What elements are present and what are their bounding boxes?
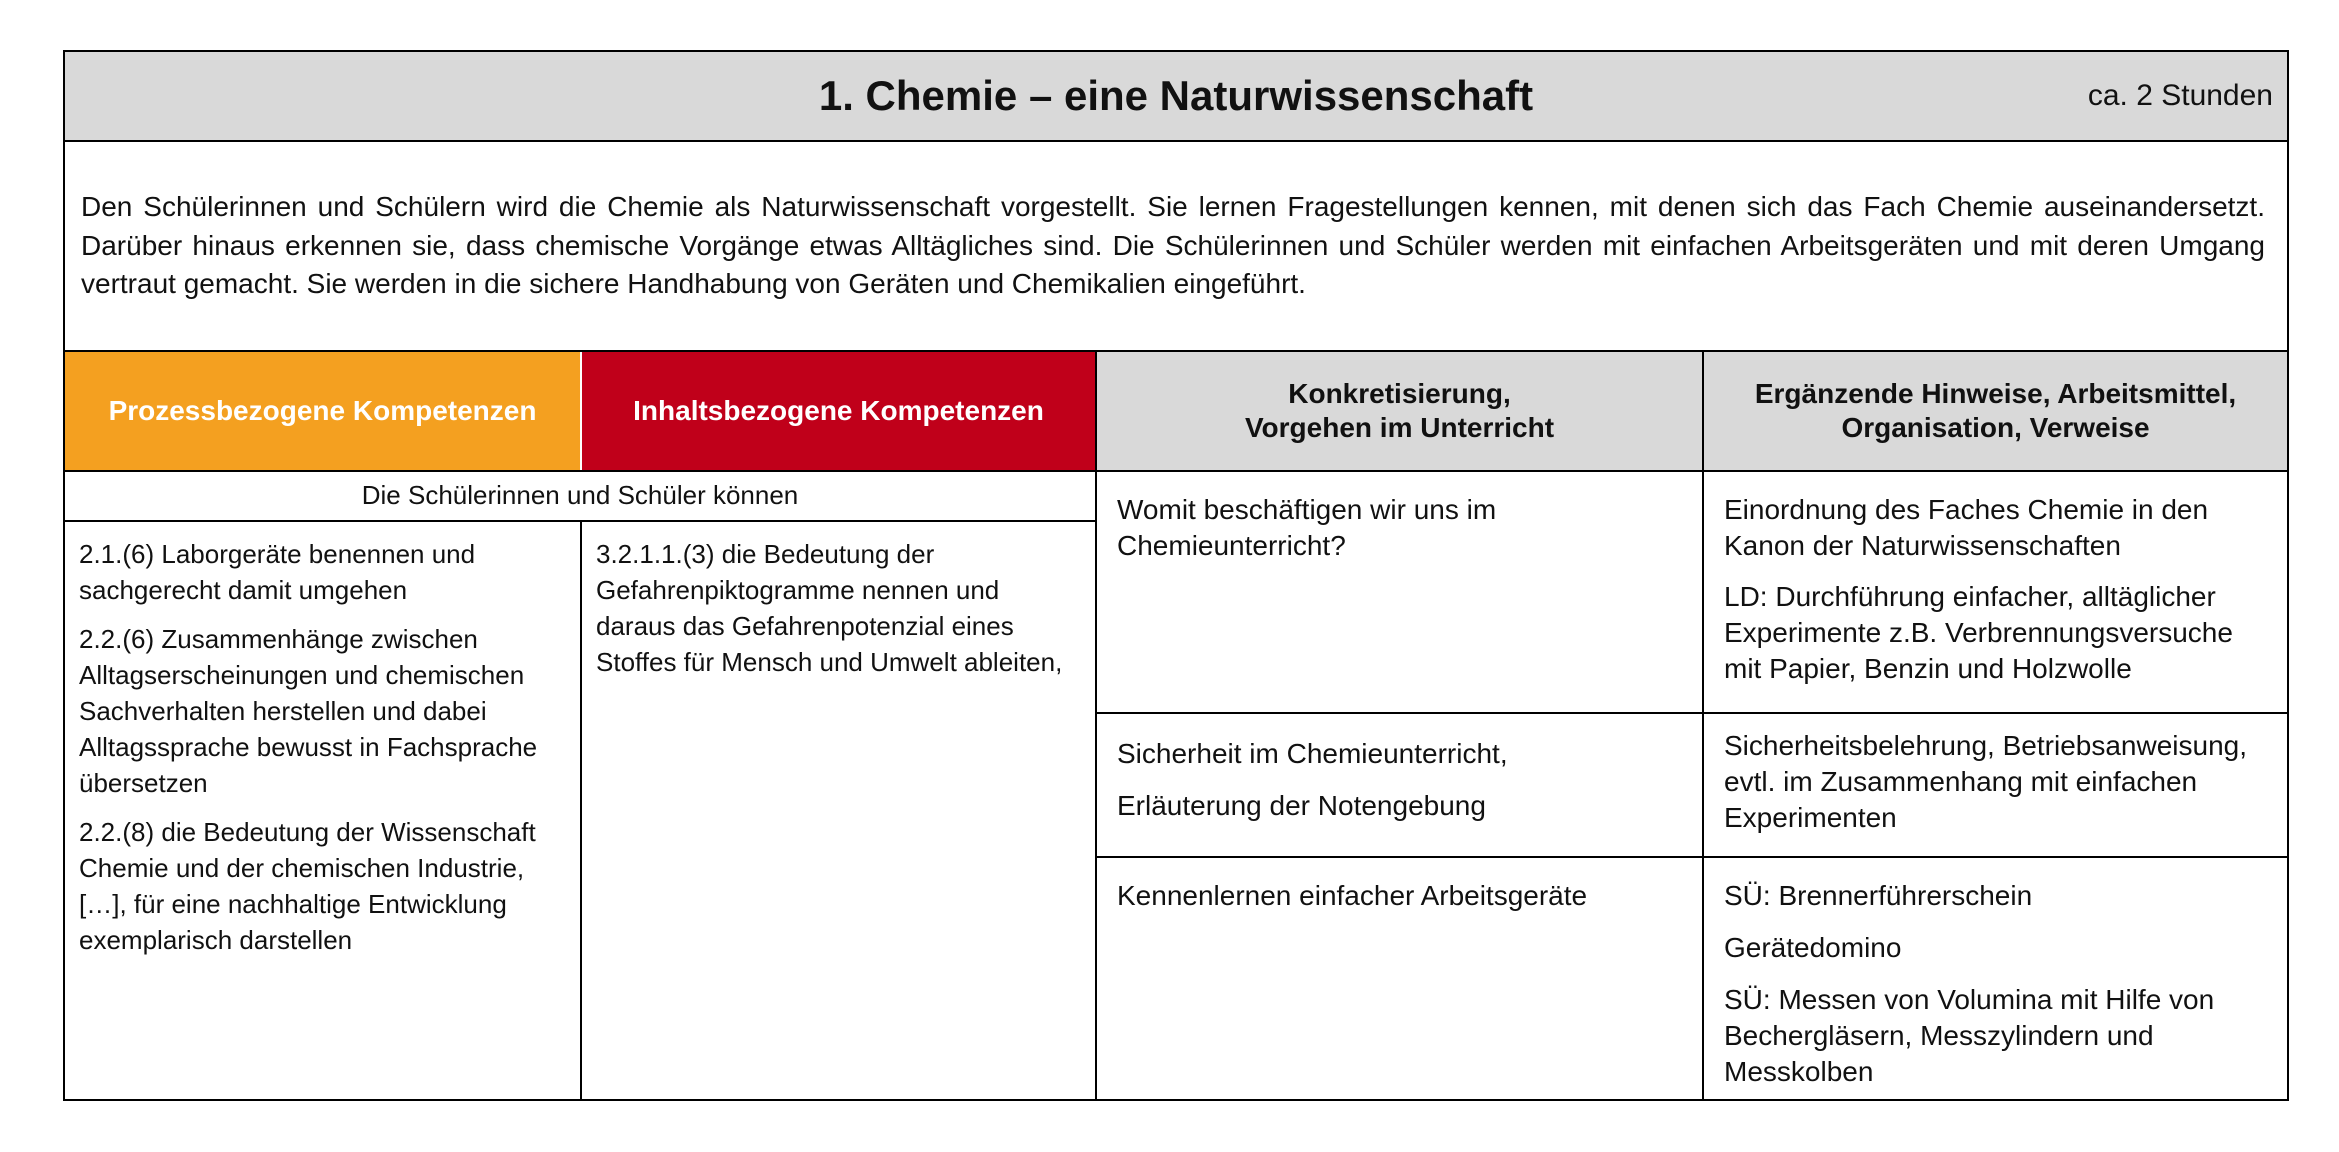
list-item: SÜ: Messen von Volumina mit Hilfe von Bechergläsern, Messzylindern und Messkolben <box>1724 984 2215 1087</box>
divider <box>65 350 2287 352</box>
process-header-label: Prozessbezogene Kompetenzen <box>108 395 537 426</box>
concretization-header <box>1097 352 1702 470</box>
divider <box>1702 350 1704 1099</box>
notes-header-line1: Ergänzende Hinweise, Arbeitsmittel, <box>1754 378 2237 409</box>
duration-label: ca. 2 Stunden <box>2087 79 2273 112</box>
notes-row-3 <box>1704 858 2287 1099</box>
page-title: 1. Chemie – eine Naturwissenschaft <box>818 72 1534 119</box>
concretization-header-line2: Vorgehen im Unterricht <box>1244 412 1555 443</box>
list-item: Womit beschäftigen wir uns im Chemieunterricht? <box>1117 494 1497 561</box>
list-item: 3.2.1.1.(3) die Bedeutung der Gefahrenpiktogramme nennen und daraus das Gefahrenpotenzial eines Stoffes für Mensch und Umwelt ableiten, <box>596 539 1063 677</box>
list-item: Erläuterung der Notengebung <box>1117 790 1486 821</box>
list-item: Sicherheitsbelehrung, Betriebsanweisung, evtl. im Zusammenhang mit einfachen Experimenten <box>1724 730 2247 833</box>
divider <box>580 520 582 1099</box>
concretization-header-line1: Konkretisierung, <box>1288 378 1511 409</box>
notes-header-line2: Organisation, Verweise <box>1841 412 2150 443</box>
content-competencies-header <box>582 352 1095 470</box>
concretization-row-2 <box>1097 714 1702 856</box>
list-item: SÜ: Brennerführerschein <box>1724 880 2033 911</box>
concretization-row-1 <box>1097 472 1702 712</box>
list-item: LD: Durchführung einfacher, alltäglicher Experimente z.B. Verbrennungsversuche mit Papier, Benzin und Holzwolle <box>1724 581 2233 684</box>
divider <box>1095 350 1097 1099</box>
list-item: Sicherheit im Chemieunterricht, <box>1117 738 1508 769</box>
list-item: Kennenlernen einfacher Arbeitsgeräte <box>1117 880 1588 911</box>
content-header-label: Inhaltsbezogene Kompetenzen <box>633 395 1044 426</box>
curriculum-table <box>63 50 2289 1101</box>
list-item: Einordnung des Faches Chemie in den Kanon der Naturwissenschaften <box>1724 494 2209 561</box>
concretization-row-3 <box>1097 858 1702 1099</box>
process-competencies-header <box>65 352 580 470</box>
list-item: 2.2.(8) die Bedeutung der Wissenschaft Chemie und der chemischen Industrie, […], für eine nachhaltige Entwicklung exemplarisch darstellen <box>79 817 536 955</box>
process-competencies-list <box>65 522 580 971</box>
list-item: 2.1.(6) Laborgeräte benennen und sachgerecht damit umgehen <box>79 539 476 605</box>
list-item: 2.2.(6) Zusammenhänge zwischen Alltagserscheinungen und chemischen Sachverhalten herstellen und dabei Alltagssprache bewusst in Fachsprache übersetzen <box>79 624 538 798</box>
intro-paragraph: Den Schülerinnen und Schülern wird die Chemie als Naturwissenschaft vorgestellt. Sie lernen Fragestellungen kennen, mit denen sich das Fach Chemie auseinandersetzt. Darüber hinaus erkennen sie, dass chemische Vorgänge etwas Alltägliches sind. Die Schülerinnen und Schüler werden mit einfachen Arbeitsgeräten und mit deren Umgang vertraut gemacht. Sie werden in die sichere Handhabung von Geräten und Chemikalien eingeführt. <box>81 191 2265 299</box>
subheader: Die Schülerinnen und Schüler können <box>361 480 799 510</box>
list-item: Gerätedomino <box>1724 932 1902 963</box>
divider <box>65 470 2287 472</box>
notes-header <box>1704 352 2287 470</box>
title-row <box>65 52 2287 140</box>
content-competencies-list <box>582 522 1095 693</box>
notes-row-1 <box>1704 472 2287 712</box>
notes-row-2 <box>1704 714 2287 856</box>
